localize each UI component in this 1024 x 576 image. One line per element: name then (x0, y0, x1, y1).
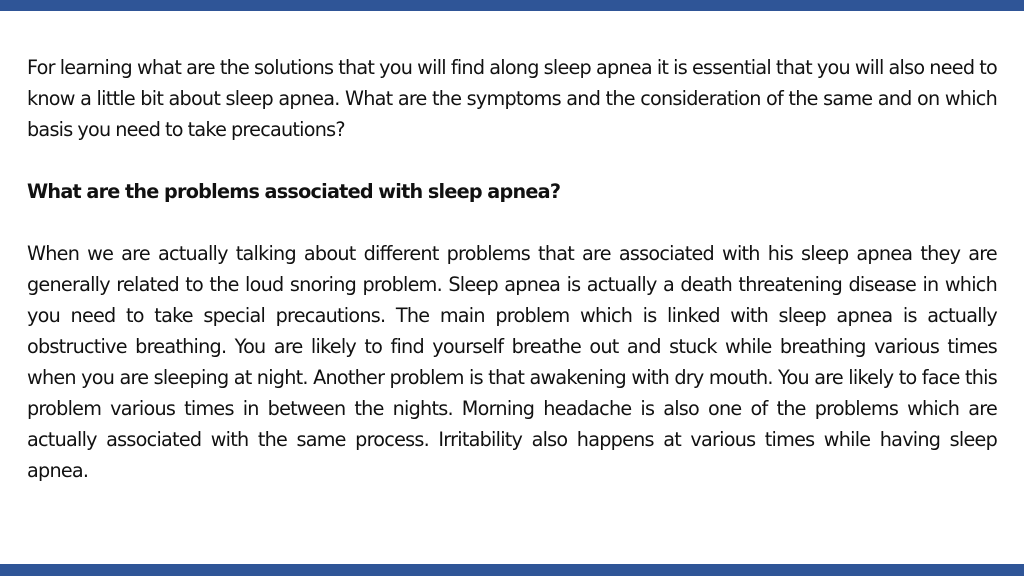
top-accent-bar (0, 0, 1024, 11)
body-paragraph: When we are actually talking about different problems that are associated with his sleep apnea they are generally related to the loud snoring problem. Sleep apnea is actually a death threatening disease in which you need to take special precautions. The main problem which is linked with sleep apnea is actually obstructive breathing. You are likely to find yourself breathe out and stuck while breathing various times when you are sleeping at night. Another problem is that awakening with dry mouth. You are likely to face this problem various times in between the nights. Morning headache is also one of the problems which are actually associated with the same process. Irritability also happens at various times while having sleep apnea. (27, 242, 997, 482)
intro-paragraph: For learning what are the solutions that you will find along sleep apnea it is essential that you will also need to know a little bit about sleep apnea. What are the symptoms and the consideration of the same and on which basis you need to take precautions? (27, 56, 997, 141)
paragraph-gap (27, 207, 997, 238)
bottom-accent-bar (0, 564, 1024, 576)
slide-content (27, 52, 997, 486)
paragraph-gap (27, 145, 997, 176)
section-heading: What are the problems associated with sleep apnea? (27, 180, 561, 203)
